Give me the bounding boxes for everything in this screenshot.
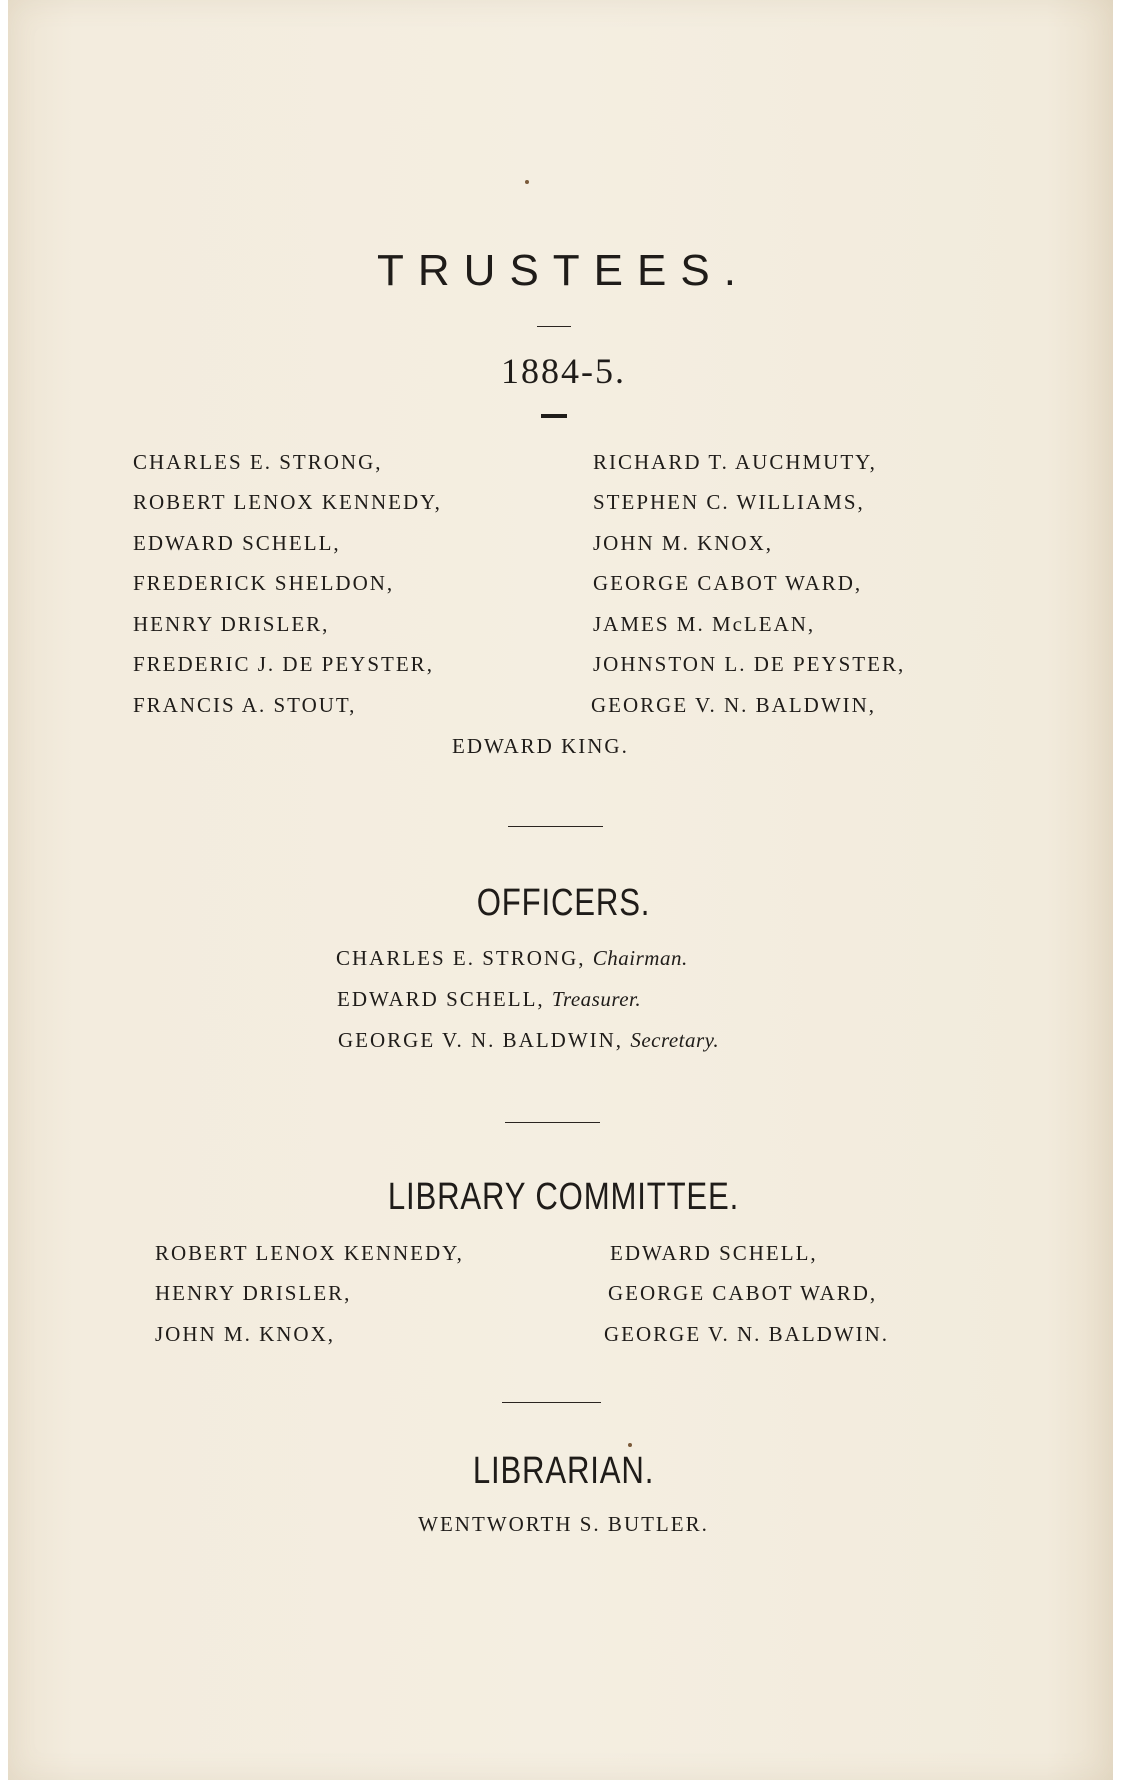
- trustee-right-2: STEPHEN C. WILLIAMS,: [593, 490, 865, 514]
- committee-left-1: ROBERT LENOX KENNEDY,: [155, 1241, 464, 1265]
- officers-heading: OFFICERS.: [476, 882, 651, 924]
- trustee-left-4: FREDERICK SHELDON,: [133, 571, 395, 595]
- trustees-heading: TRUSTEES.: [377, 246, 750, 295]
- librarian-name: WENTWORTH S. BUTLER.: [418, 1512, 709, 1536]
- trustee-right-7: GEORGE V. N. BALDWIN,: [591, 693, 877, 717]
- library-committee-heading: LIBRARY COMMITTEE.: [387, 1176, 740, 1218]
- trustee-left-5: HENRY DRISLER,: [133, 612, 330, 636]
- committee-right-2: GEORGE CABOT WARD,: [608, 1281, 878, 1305]
- trustee-right-1: RICHARD T. AUCHMUTY,: [593, 450, 877, 474]
- committee-left-2: HENRY DRISLER,: [155, 1281, 352, 1305]
- trustee-left-6: FREDERIC J. DE PEYSTER,: [133, 652, 434, 676]
- librarian-heading: LIBRARIAN.: [472, 1450, 655, 1492]
- librarian-heading-wrap: [0, 1450, 1127, 1493]
- trustee-left-7: FRANCIS A. STOUT,: [133, 693, 357, 717]
- thick-divider: [541, 414, 567, 418]
- paper-speck: [628, 1443, 632, 1447]
- trustees-year-wrap: [0, 350, 1127, 392]
- trustee-right-6: JOHNSTON L. DE PEYSTER,: [593, 652, 906, 676]
- librarian-name-wrap: [0, 1512, 1127, 1537]
- trustee-left-2: ROBERT LENOX KENNEDY,: [133, 490, 442, 514]
- trustee-left-1: CHARLES E. STRONG,: [133, 450, 383, 474]
- trustee-left-3: EDWARD SCHELL,: [133, 531, 341, 555]
- trustee-right-3: JOHN M. KNOX,: [593, 531, 774, 555]
- trustee-final: EDWARD KING.: [452, 734, 629, 758]
- officer-chairman: [336, 946, 688, 971]
- officer-name: CHARLES E. STRONG,: [336, 946, 586, 970]
- trustee-right-5: JAMES M. McLEAN,: [593, 612, 816, 636]
- officer-name: EDWARD SCHELL,: [337, 987, 545, 1011]
- committee-right-1: EDWARD SCHELL,: [610, 1241, 818, 1265]
- officer-treasurer: [337, 987, 641, 1012]
- section-divider: [505, 1122, 600, 1123]
- section-divider: [502, 1402, 601, 1403]
- trustees-heading-wrap: [0, 246, 1127, 296]
- officers-heading-wrap: [0, 882, 1127, 925]
- library-committee-heading-wrap: [0, 1176, 1127, 1219]
- short-divider: [537, 326, 571, 327]
- trustees-year: 1884-5.: [501, 351, 626, 391]
- officer-role: Secretary.: [630, 1028, 720, 1052]
- officer-name: GEORGE V. N. BALDWIN,: [338, 1028, 624, 1052]
- committee-left-3: JOHN M. KNOX,: [155, 1322, 336, 1346]
- committee-right-3: GEORGE V. N. BALDWIN.: [604, 1322, 890, 1346]
- officer-role: Treasurer.: [551, 987, 642, 1011]
- trustee-right-4: GEORGE CABOT WARD,: [593, 571, 863, 595]
- officer-role: Chairman.: [592, 946, 688, 970]
- officer-secretary: [338, 1028, 719, 1053]
- section-divider: [508, 826, 603, 827]
- paper-speck: [525, 180, 529, 184]
